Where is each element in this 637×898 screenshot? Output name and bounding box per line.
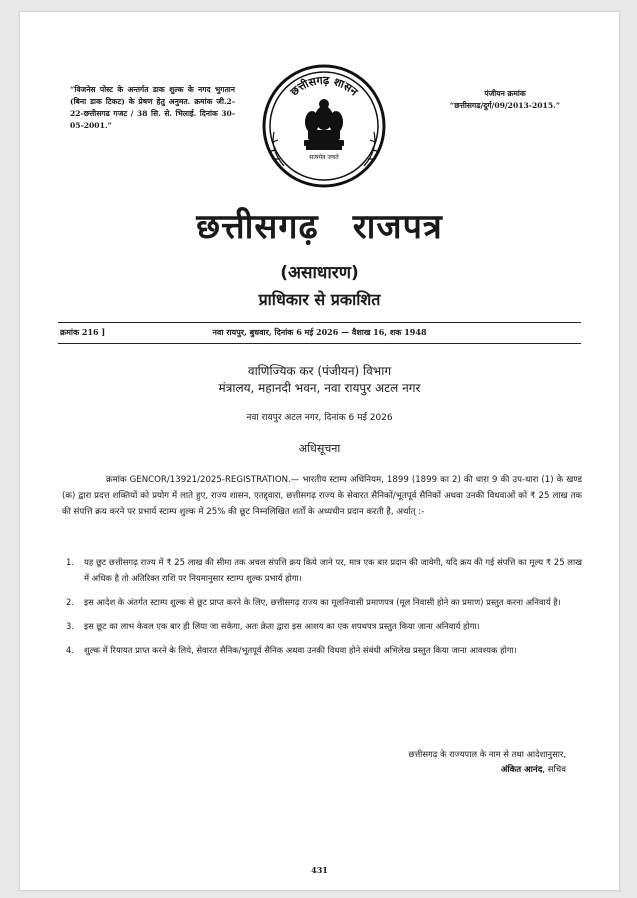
registration-block [420,88,590,112]
list-item-number: 1. [66,557,74,567]
gazette-page [20,12,619,890]
list-item-text: शुल्क में रियायत प्राप्त करने के लिये, सेवारत सैनिक/भूतपूर्व सैनिक अथवा उनकी विधवा होने संबंधी अभिलेख प्रस्तुत किया जाना आवश्यक होगा। [84,645,517,655]
signature-block [250,763,566,775]
state-emblem-icon [260,62,388,190]
gazette-title [20,202,619,248]
header-rule-top [58,322,581,323]
registration-number: “छत्तीसगढ/दुर्ग/09/2013-2015.” [449,101,561,110]
registration-label: पंजीयन क्रमांक [484,89,526,98]
issue-date-info: नवा रायपुर, बुधवार, दिनांक 6 मई 2026 — वैशाख 16, शक 1948 [212,327,427,337]
emblem-motto: सत्यमेव जयते [309,154,339,161]
emblem-arc-text: छत्तीसगढ़ शासन [287,73,361,99]
notice-heading: अधिसूचना [298,442,341,455]
conditions-list [66,554,582,666]
list-item-number: 3. [66,621,74,631]
header-rule-bottom [58,343,581,344]
page-number: 431 [311,865,328,875]
notice-date: नवा रायपुर अटल नगर, दिनांक 6 मई 2026 [246,413,393,423]
department-name: वाणिज्यिक कर (पंजीयन) विभाग [247,364,392,378]
gazette-subtitle: (असाधारण) [280,263,359,283]
notification-body: क्रमांक GENCOR/13921/2025-REGISTRATION.— भारतीय स्टाम्प अधिनियम, 1899 (1899 का 2) की धारा 9 की उप-धारा (1) के खण्ड (क) द्वारा प्रदत्त शक्तियों को प्रयोग में लाते हुए, राज्य शासन, एतद्द्वारा, छत्तीसगढ़ राज्य के सेवारत सैनिकों/भूतपूर्व सैनिकों अथवा उनकी विधवाओं को ₹ 25 लाख तक की संपत्ति क्रय करने पर प्रभार्य स्टाम्प शुल्क में 25% की छूट निम्नलिखित शर्तों के अध्यधीन प्रदान करती है, अर्थात् :- [62,475,582,517]
title-state: छत्तीसगढ़ [196,207,319,247]
list-item [66,642,582,658]
list-item-text: इस आदेश के अंतर्गत स्टाम्प शुल्क से छूट प्राप्त करने के लिए, छत्तीसगढ़ राज्य का मूलनिवासी प्रमाणपत्र (मूल निवासी होने का प्रमाण) प्रस्तुत करना अनिवार्य है। [84,597,561,607]
issue-number: क्रमांक 216 ] [60,327,106,337]
list-item-number: 2. [66,597,74,607]
signatory-title: , सचिव [542,765,566,775]
list-item [66,554,582,586]
title-gazette: राजपत्र [352,207,443,247]
list-item-text: इस छूट का लाभ केवल एक बार ही लिया जा सकेगा, अतः क्रेता द्वारा इस आशय का एक शपथपत्र प्रस्तुत किया जाना अनिवार्य होगा। [84,621,480,631]
signatory-name: अंकित आनंद [500,765,543,775]
list-item [66,594,582,610]
signature-order-line: छत्तीसगढ़ के राज्यपाल के नाम से तथा आदेशानुसार, [408,749,566,759]
publication-authority: प्राधिकार से प्रकाशित [258,290,381,309]
ministry-address: मंत्रालय, महानदी भवन, नवा रायपुर अटल नगर [218,381,421,395]
list-item [66,618,582,634]
list-item-number: 4. [66,645,74,655]
postal-permission-note: “विजनेस पोस्ट के अन्तर्गत डाक शुल्क के नगद भुगतान (बिना डाक टिकट) के प्रेषण हेतु अनुमत. क्रमांक जी.2-22-छत्तीसगढ गजट / 38 सि. से. भिलाई. दिनांक 30-05-2001.” [70,85,235,130]
list-item-text: यह छूट छत्तीसगढ़ राज्य में ₹ 25 लाख की सीमा तक अचल संपत्ति क्रय किये जाने पर, मात्र एक बार प्रदान की जावेगी, यदि क्रय की गई संपत्ति का मूल्य ₹ 25 लाख में अधिक है तो अतिरिक्त राशि पर नियमानुसार स्टाम्प शुल्क प्रभार्य होगा। [84,557,582,583]
